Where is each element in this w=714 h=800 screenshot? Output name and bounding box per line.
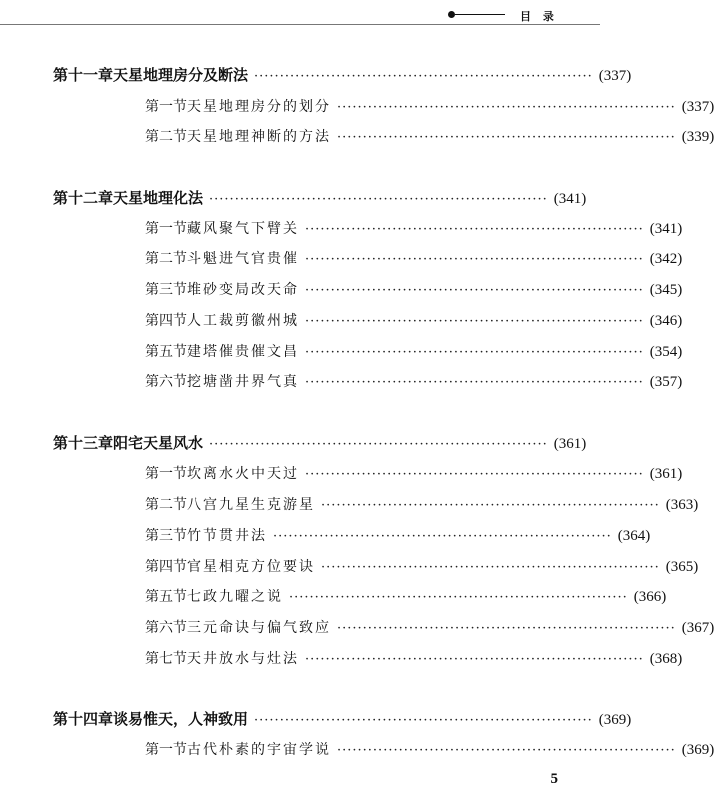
dot-leader: ·································································· <box>321 560 660 575</box>
page-ref: (341) <box>553 191 587 207</box>
dot-leader: ·································································· <box>305 652 644 667</box>
chapter-number: 第十一章 <box>53 66 114 84</box>
section-number: 第二节 <box>145 129 187 145</box>
section-title: 堆砂变局改天命 <box>187 282 299 298</box>
section-title: 古代朴素的宇宙学说 <box>187 742 331 758</box>
bullet-dot-icon <box>448 11 455 18</box>
dot-leader: ·································································· <box>305 467 644 482</box>
chapter-title: 天星地理房分及断法 <box>113 66 249 84</box>
section-number: 第六节 <box>145 620 187 636</box>
toc-section[interactable] <box>145 739 714 763</box>
toc-section[interactable] <box>145 371 683 395</box>
toc-section[interactable] <box>145 279 683 303</box>
section-number: 第四节 <box>145 313 187 329</box>
section-number: 第一节 <box>145 99 187 115</box>
page-ref: (337) <box>598 68 632 84</box>
dot-leader: ·································································· <box>305 222 644 237</box>
section-title: 官星相克方位要诀 <box>187 559 315 575</box>
dot-leader: ·································································· <box>254 713 593 728</box>
page-ref: (367) <box>681 620 714 636</box>
page-ref: (337) <box>681 99 714 115</box>
toc-section[interactable] <box>145 494 699 518</box>
section-number: 第一节 <box>145 742 187 758</box>
page-ref: (369) <box>598 712 632 728</box>
dot-leader: ·································································· <box>273 529 612 544</box>
chapter-title: 天星地理化法 <box>113 189 204 207</box>
section-title: 人工裁剪徽州城 <box>187 313 299 329</box>
section-number: 第五节 <box>145 589 187 605</box>
dot-leader: ·································································· <box>305 283 644 298</box>
toc-section[interactable] <box>145 586 667 610</box>
toc-section[interactable] <box>145 463 683 487</box>
header-label: 目 录 <box>520 10 558 23</box>
section-title: 斗魁进气官贵催 <box>187 251 299 267</box>
chapter-number: 第十三章 <box>53 434 114 452</box>
toc-section[interactable] <box>145 96 714 120</box>
section-number: 第四节 <box>145 559 187 575</box>
chapter-number: 第十二章 <box>53 189 114 207</box>
section-number: 第七节 <box>145 651 187 667</box>
toc-section[interactable] <box>145 310 683 334</box>
page-ref: (339) <box>681 129 714 145</box>
dot-leader: ·································································· <box>209 437 548 452</box>
toc-chapter-12[interactable] <box>53 187 587 211</box>
section-number: 第五节 <box>145 344 187 360</box>
page-ref: (342) <box>649 251 683 267</box>
section-number: 第二节 <box>145 497 187 513</box>
section-number: 第六节 <box>145 374 187 390</box>
dot-leader: ·································································· <box>337 743 676 758</box>
running-header <box>448 8 578 24</box>
toc-section[interactable] <box>145 248 683 272</box>
dot-leader: ·································································· <box>337 130 676 145</box>
section-title: 藏风聚气下臂关 <box>187 221 299 237</box>
toc-chapter-13[interactable] <box>53 432 587 456</box>
page-ref: (361) <box>649 466 683 482</box>
section-number: 第三节 <box>145 282 187 298</box>
section-number: 第一节 <box>145 466 187 482</box>
page-ref: (341) <box>649 221 683 237</box>
toc-section[interactable] <box>145 617 714 641</box>
toc-section[interactable] <box>145 648 683 672</box>
page-ref: (361) <box>553 436 587 452</box>
dot-leader: ·································································· <box>305 252 644 267</box>
section-title: 八宫九星生克游星 <box>187 497 315 513</box>
header-divider <box>0 24 600 25</box>
dot-leader: ·································································· <box>305 314 644 329</box>
page-number: 5 <box>550 771 558 787</box>
dot-leader: ·································································· <box>254 69 593 84</box>
toc-chapter-11[interactable] <box>53 64 632 88</box>
page-ref: (364) <box>617 528 651 544</box>
section-title: 建塔催贵催文昌 <box>187 344 299 360</box>
chapter-title: 谈易惟天，人神致用 <box>113 710 249 728</box>
page-ref: (346) <box>649 313 683 329</box>
dot-leader: ·································································· <box>337 100 676 115</box>
page-ref: (345) <box>649 282 683 298</box>
section-title: 天星地理神断的方法 <box>187 129 331 145</box>
page-ref: (363) <box>665 497 699 513</box>
section-number: 第三节 <box>145 528 187 544</box>
section-title: 坎离水火中天过 <box>187 466 299 482</box>
section-title: 挖塘凿井界气真 <box>187 374 299 390</box>
toc-section[interactable] <box>145 341 683 365</box>
page-ref: (365) <box>665 559 699 575</box>
page-ref: (368) <box>649 651 683 667</box>
dot-leader: ·································································· <box>289 590 628 605</box>
section-title: 天井放水与灶法 <box>187 651 299 667</box>
toc-chapter-14[interactable] <box>53 708 632 732</box>
section-title: 七政九曜之说 <box>187 589 283 605</box>
chapter-title: 阳宅天星风水 <box>113 434 204 452</box>
section-number: 第二节 <box>145 251 187 267</box>
page-ref: (354) <box>649 344 683 360</box>
dot-leader: ·································································· <box>321 498 660 513</box>
toc-section[interactable] <box>145 126 714 150</box>
section-title: 竹节贯井法 <box>187 528 267 544</box>
page-ref: (366) <box>633 589 667 605</box>
header-rule <box>455 14 505 15</box>
page-ref: (369) <box>681 742 714 758</box>
dot-leader: ·································································· <box>305 375 644 390</box>
page-ref: (357) <box>649 374 683 390</box>
dot-leader: ·································································· <box>305 345 644 360</box>
section-number: 第一节 <box>145 221 187 237</box>
toc-section[interactable] <box>145 556 699 580</box>
dot-leader: ·································································· <box>209 192 548 207</box>
chapter-number: 第十四章 <box>53 710 114 728</box>
toc-section[interactable] <box>145 525 651 549</box>
section-title: 天星地理房分的划分 <box>187 99 331 115</box>
toc-section[interactable] <box>145 218 683 242</box>
section-title: 三元命诀与偏气致应 <box>187 620 331 636</box>
dot-leader: ·································································· <box>337 621 676 636</box>
